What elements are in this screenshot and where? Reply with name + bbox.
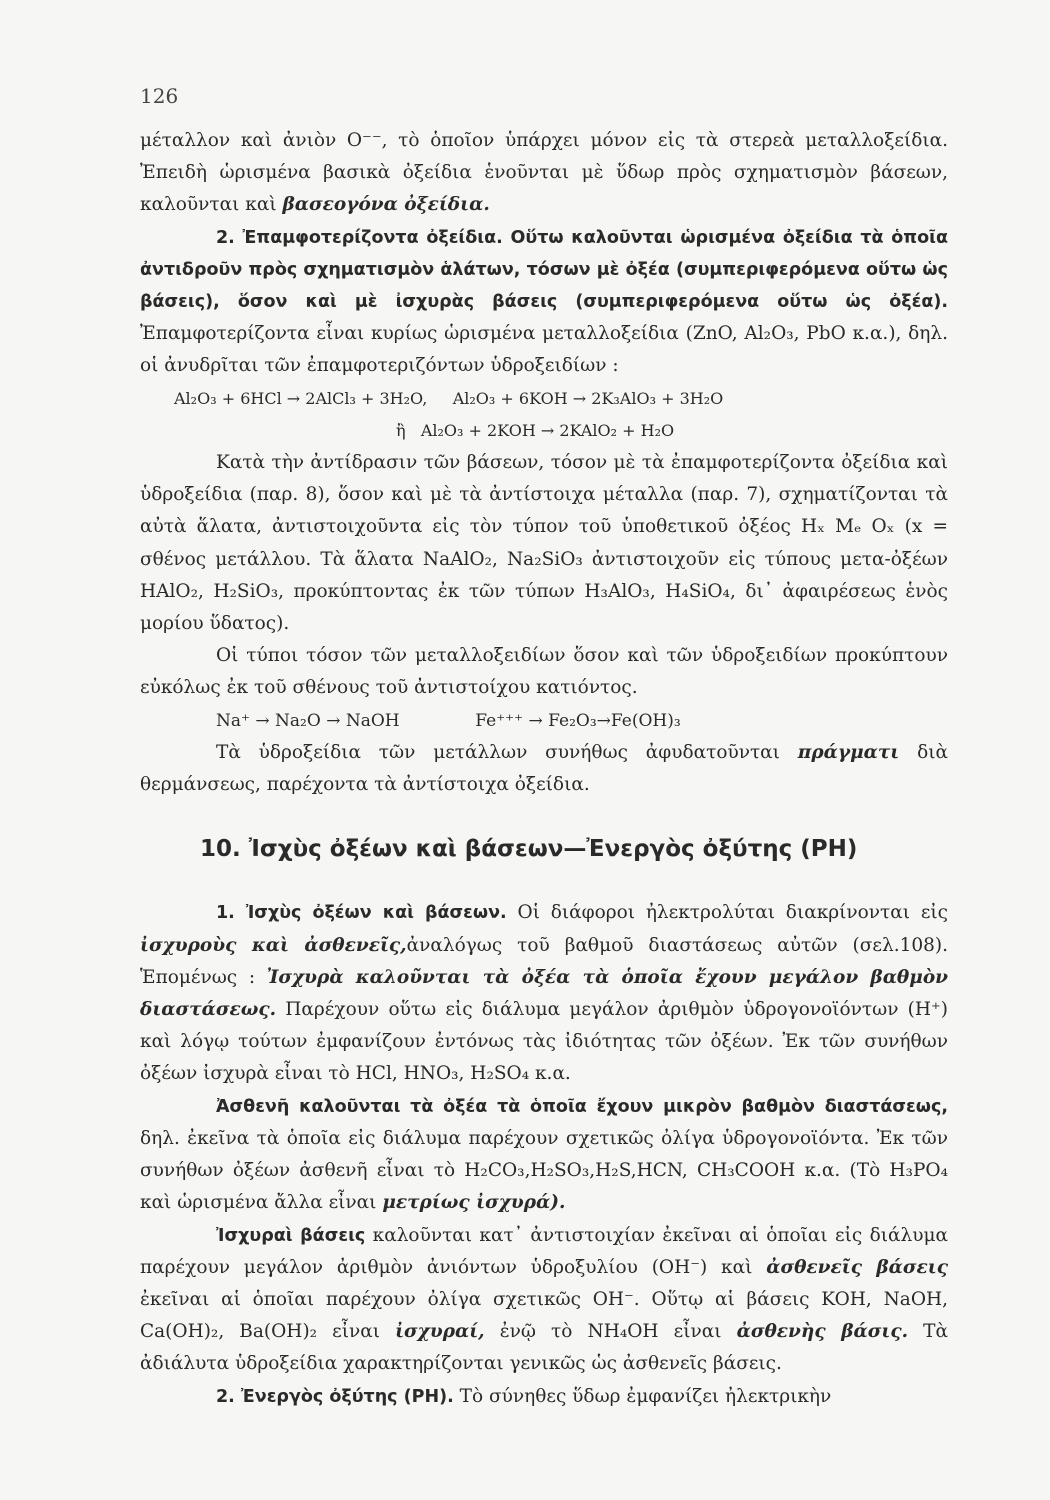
- emphasis-text: ἰσχυραί,: [395, 1321, 485, 1343]
- equation-line-2: ἢ Al₂O₃ + 2KOH → 2KAlO₂ + H₂O: [396, 420, 675, 440]
- text: Οἱ διάφοροι ἠλεκτρολύται διακρίνονται εἰς: [517, 902, 949, 924]
- paragraph-weak-acids: [140, 1091, 948, 1220]
- emphasis-text: βασεογόνα ὀξείδια.: [282, 194, 490, 216]
- text: Ἐπαμφοτερίζοντα εἶναι κυρίως ὡρισμένα μεταλλοξείδια (ZnO, Al₂O₃, PbO κ.α.), δηλ. οἱ ἀνυδρῖται τῶν ἐπαμφοτεριζόντων ὑδροξειδίων :: [140, 323, 948, 377]
- emphasis-text: ἰσχυροὺς καὶ ἀσθενεῖς,: [140, 934, 407, 956]
- text: ἀναλόγως τοῦ βαθμοῦ διαστάσεως αὐτῶν (σελ.108). Ἑπομένως :: [140, 934, 948, 988]
- text: ἐνῷ τὸ NH₄OH εἶναι: [499, 1321, 722, 1343]
- paragraph-formulae: Οἱ τύποι τόσον τῶν μεταλλοξειδίων ὅσον καὶ τῶν ὑδροξειδίων προκύπτουν εὐκόλως ἐκ τοῦ σθένους τοῦ ἀντιστοίχου κατιόντος.: [140, 645, 948, 699]
- page-body: [140, 125, 948, 1413]
- emphasis-text: Ἰσχυρὰ καλοῦνται τὰ ὀξέα τὰ ὁποῖα ἔχουν μεγάλον βαθμὸν διαστάσεως.: [140, 966, 948, 1021]
- bold-heading-text: 2. Ἐπαμφοτερίζοντα ὀξείδια. Οὕτω καλοῦνται ὡρισμένα ὀξείδια τὰ ὁποῖα ἀντιδροῦν πρὸς σχηματισμὸν ἁλάτων, τόσων μὲ ὀξέα (συμπεριφερόμενα οὕτω ὡς βάσεις), ὅσον καὶ μὲ ἰσχυρὰς βάσεις (συμπεριφερόμενα οὕτω ὡς ὀξέα).: [140, 227, 948, 313]
- equation-line-1: Al₂O₃ + 6HCl → 2AlCl₃ + 3H₂O, Al₂O₃ + 6KOH → 2K₃AlO₃ + 3H₂O: [174, 388, 724, 408]
- paragraph-amphoteric-oxides: [140, 222, 948, 383]
- text: δηλ. ἐκεῖνα τὰ ὁποῖα εἰς διάλυμα παρέχουν σχετικῶς ὀλίγα ὑδρογονοϊόντα. Ἐκ τῶν συνήθων ὀξέων ἀσθενῆ εἶναι τὸ H₂CO₃,H₂SO₃,H₂S,HCN, CH₃COOH κ.α. (Τὸ H₃PO₄ καὶ ὡρισμένα ἄλλα εἶναι: [140, 1127, 948, 1214]
- section-title: 10. Ἰσχὺς ὀξέων καὶ βάσεων—Ἐνεργὸς ὀξύτης (PH): [200, 836, 858, 863]
- text: διὰ θερμάνσεως, παρέχοντα τὰ ἀντίστοιχα ὀξείδια.: [140, 741, 948, 796]
- bold-heading-text: 2. Ἐνεργὸς ὀξύτης (PH).: [216, 1386, 454, 1407]
- paragraph-strength: [140, 897, 948, 1090]
- bold-heading-text: Ἰσχυραὶ βάσεις: [216, 1225, 366, 1246]
- text: ἐκεῖναι αἱ ὁποῖαι παρέχουν ὀλίγα σχετικῶς OH⁻. Οὕτῳ αἱ βάσεις KOH, NaOH, Ca(OH)₂, Ba(OH)₂ εἶναι: [140, 1288, 948, 1343]
- paragraph-basic-oxides: [140, 125, 948, 222]
- text: Τὰ ἀδιάλυτα ὑδροξείδια χαρακτηρίζονται γενικῶς ὡς ἀσθενεῖς βάσεις.: [140, 1321, 948, 1375]
- text: Τὸ σύνηθες ὕδωρ ἐμφανίζει ἠλεκτρικὴν: [459, 1385, 832, 1407]
- page-number: 126: [140, 84, 179, 108]
- emphasis-text: ἀσθενεῖς βάσεις: [766, 1256, 949, 1278]
- paragraph-strong-bases: [140, 1220, 948, 1381]
- text: καλοῦνται κατ᾽ ἀντιστοιχίαν ἐκεῖναι αἱ ὁποῖαι εἰς διάλυμα παρέχουν μεγάλον ἀριθμὸν ἀνιόντων ὑδροξυλίου (OH⁻) καὶ: [140, 1224, 948, 1278]
- text: Παρέχουν οὕτω εἰς διάλυμα μεγάλον ἀριθμὸν ὑδρογονοϊόντων (H⁺) καὶ λόγῳ τούτων ἐμφανίζουν ἐντόνως τὰς ἰδιότητας τῶν ὀξέων. Ἐκ τῶν συνήθων ὀξέων ἰσχυρὰ εἶναι τὸ HCl, HNO₃, H₂SO₄ κ.α.: [140, 999, 948, 1085]
- paragraph-dehydration: [140, 737, 948, 801]
- equation-line-3: Na⁺ → Na₂O → NaOH Fe⁺⁺⁺ → Fe₂O₃→Fe(OH)₃: [216, 710, 681, 731]
- paragraph-salts: Κατὰ τὴν ἀντίδρασιν τῶν βάσεων, τόσον μὲ τὰ ἐπαμφοτερίζοντα ὀξείδια καὶ ὑδροξείδια (παρ. 8), ὅσον καὶ μὲ τὰ ἀντίστοιχα μέταλλα (παρ. 7), σχηματίζονται τὰ αὐτὰ ἅλατα, ἀντιστοιχοῦντα εἰς τὸν τύπον τοῦ ὑποθετικοῦ ὀξέος Hₓ Mₑ Oₓ (x = σθένος μετάλλου. Τὰ ἅλατα NaAlO₂, Na₂SiO₃ ἀντιστοιχοῦν εἰς τύπους μετα-ὀξέων HAlO₂, H₂SiO₃, προκύπτοντας ἐκ τῶν τύπων H₃AlO₃, H₄SiO₄, δι᾽ ἀφαιρέσεως ἑνὸς μορίου ὕδατος).: [140, 452, 948, 635]
- emphasis-text: πράγματι: [797, 741, 900, 763]
- bold-heading-text: Ἀσθενῆ καλοῦνται τὰ ὀξέα τὰ ὁποῖα ἔχουν μικρὸν βαθμὸν διαστάσεως,: [216, 1096, 948, 1117]
- bold-heading-text: 1. Ἰσχὺς ὀξέων καὶ βάσεων.: [216, 903, 507, 924]
- paragraph-active-acidity: [140, 1381, 948, 1413]
- emphasis-text: μετρίως ἰσχυρά).: [382, 1192, 566, 1214]
- emphasis-text: ἀσθενὴς βάσις.: [736, 1321, 909, 1343]
- text: Τὰ ὑδροξείδια τῶν μετάλλων συνήθως ἀφυδατοῦνται: [216, 741, 780, 763]
- text: μέταλλον καὶ ἀνιὸν O⁻⁻, τὸ ὁποῖον ὑπάρχει μόνον εἰς τὰ στερεὰ μεταλλοξείδια. Ἐπειδὴ ὡρισμένα βασικὰ ὀξείδια ἑνοῦνται μὲ ὕδωρ πρὸς σχηματισμὸν βάσεων, καλοῦνται καὶ: [140, 130, 948, 216]
